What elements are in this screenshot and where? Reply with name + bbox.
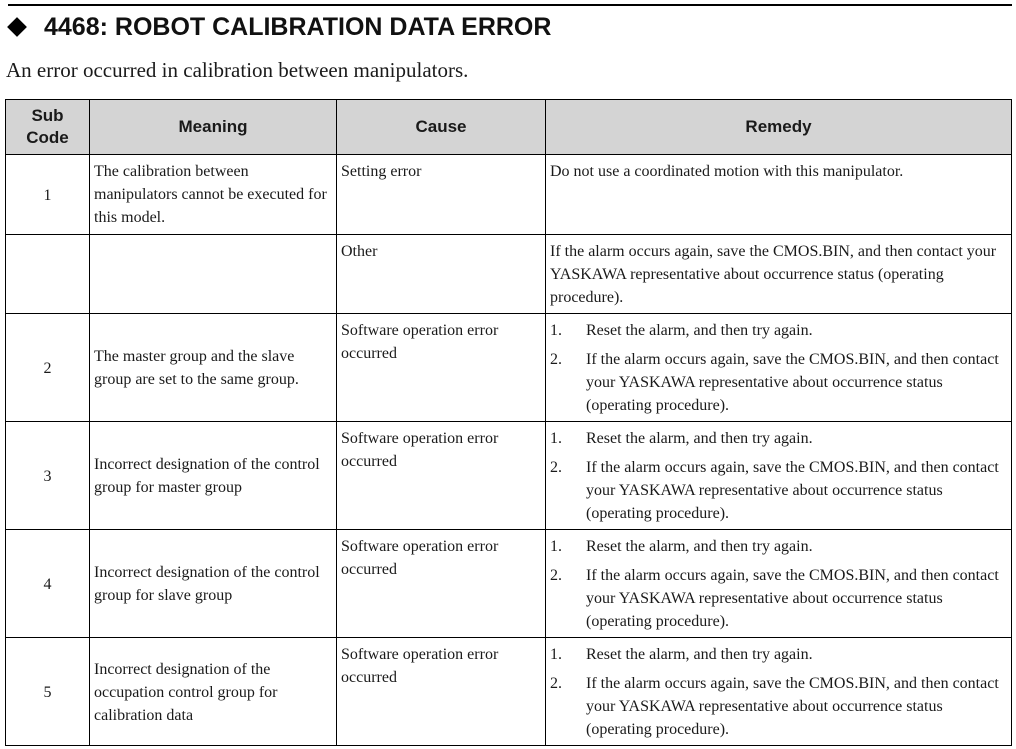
remedy-step xyxy=(550,535,1007,558)
sub-code-cell: 1 xyxy=(6,155,90,235)
table-row xyxy=(6,422,1012,530)
header-cause: Cause xyxy=(337,100,546,155)
table-row xyxy=(6,314,1012,422)
step-text: Reset the alarm, and then try again. xyxy=(586,430,813,447)
step-text: Reset the alarm, and then try again. xyxy=(586,322,813,339)
step-number: 1. xyxy=(550,322,562,339)
step-text: If the alarm occurs again, save the CMOS.BIN, and then contact your YASKAWA representative about occurrence status (operating procedure). xyxy=(586,567,999,630)
table-row xyxy=(6,235,1012,314)
remedy-cell xyxy=(546,530,1012,638)
remedy-cell: If the alarm occurs again, save the CMOS.BIN, and then contact your YASKAWA representative about occurrence status (operating procedure). xyxy=(546,235,1012,314)
cause-cell: Software operation error occurred xyxy=(337,638,546,746)
cause-cell: Setting error xyxy=(337,155,546,235)
table-row xyxy=(6,530,1012,638)
remedy-step xyxy=(550,456,1007,525)
cause-cell: Software operation error occurred xyxy=(337,530,546,638)
cause-cell: Software operation error occurred xyxy=(337,422,546,530)
header-sub-code-line1: Sub xyxy=(31,106,64,125)
remedy-step xyxy=(550,427,1007,450)
remedy-step xyxy=(550,643,1007,666)
header-sub-code-line2: Code xyxy=(26,128,69,147)
step-number: 1. xyxy=(550,646,562,663)
table-row xyxy=(6,638,1012,746)
remedy-step xyxy=(550,564,1007,633)
step-number: 1. xyxy=(550,430,562,447)
meaning-cell: Incorrect designation of the occupation control group for calibration data xyxy=(90,638,337,746)
remedy-steps xyxy=(550,319,1007,417)
meaning-cell: The calibration between manipulators cannot be executed for this model. xyxy=(90,155,337,235)
step-text: Reset the alarm, and then try again. xyxy=(586,538,813,555)
step-number: 1. xyxy=(550,538,562,555)
step-number: 2. xyxy=(550,675,562,692)
remedy-step xyxy=(550,348,1007,417)
alarm-description: An error occurred in calibration between manipulators. xyxy=(6,58,469,82)
top-rule xyxy=(8,4,1012,6)
remedy-cell xyxy=(546,422,1012,530)
remedy-cell xyxy=(546,314,1012,422)
meaning-cell: Incorrect designation of the control group for master group xyxy=(90,422,337,530)
remedy-steps xyxy=(550,643,1007,741)
header-sub-code xyxy=(6,100,90,155)
remedy-steps xyxy=(550,535,1007,633)
header-meaning: Meaning xyxy=(90,100,337,155)
sub-code-cell: 3 xyxy=(6,422,90,530)
step-number: 2. xyxy=(550,351,562,368)
step-number: 2. xyxy=(550,459,562,476)
meaning-cell: The master group and the slave group are set to the same group. xyxy=(90,314,337,422)
table-header-row xyxy=(6,100,1012,155)
remedy-cell: Do not use a coordinated motion with this manipulator. xyxy=(546,155,1012,235)
alarm-subcode-table xyxy=(5,99,1012,746)
meaning-cell xyxy=(90,235,337,314)
sub-code-cell: 5 xyxy=(6,638,90,746)
remedy-step xyxy=(550,672,1007,741)
step-number: 2. xyxy=(550,567,562,584)
step-text: If the alarm occurs again, save the CMOS.BIN, and then contact your YASKAWA representative about occurrence status (operating procedure). xyxy=(586,675,999,738)
remedy-step xyxy=(550,319,1007,342)
step-text: If the alarm occurs again, save the CMOS.BIN, and then contact your YASKAWA representative about occurrence status (operating procedure). xyxy=(586,459,999,522)
diamond-bullet-icon xyxy=(7,17,27,37)
sub-code-cell: 4 xyxy=(6,530,90,638)
section-heading xyxy=(6,12,551,42)
table-row xyxy=(6,155,1012,235)
header-remedy: Remedy xyxy=(546,100,1012,155)
step-text: If the alarm occurs again, save the CMOS.BIN, and then contact your YASKAWA representative about occurrence status (operating procedure). xyxy=(586,351,999,414)
step-text: Reset the alarm, and then try again. xyxy=(586,646,813,663)
sub-code-cell: 2 xyxy=(6,314,90,422)
remedy-steps xyxy=(550,427,1007,525)
sub-code-cell xyxy=(6,235,90,314)
meaning-cell: Incorrect designation of the control group for slave group xyxy=(90,530,337,638)
cause-cell: Software operation error occurred xyxy=(337,314,546,422)
remedy-cell xyxy=(546,638,1012,746)
heading-title: 4468: ROBOT CALIBRATION DATA ERROR xyxy=(44,12,552,41)
cause-cell: Other xyxy=(337,235,546,314)
